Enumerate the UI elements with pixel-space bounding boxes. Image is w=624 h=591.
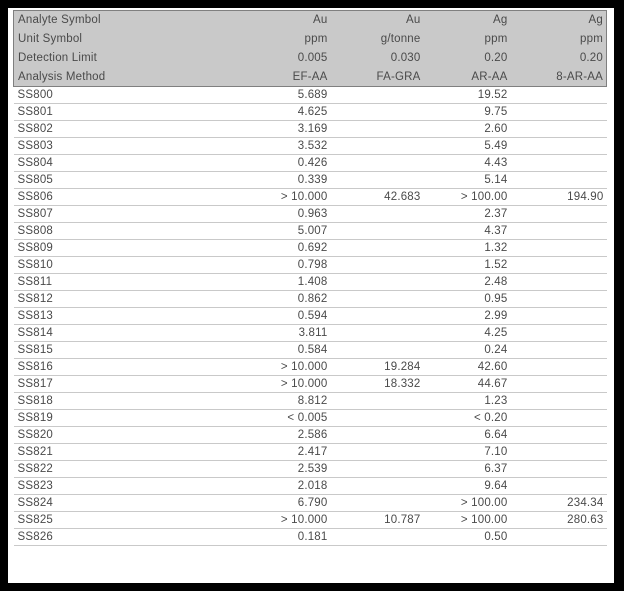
value-cell: [331, 240, 424, 257]
sample-id-cell: SS804: [14, 155, 241, 172]
table-row: [14, 461, 607, 478]
header-value-cell: Au: [241, 11, 331, 30]
value-cell: [511, 87, 607, 104]
table-row: [14, 376, 607, 393]
value-cell: [511, 308, 607, 325]
table-row: [14, 104, 607, 121]
value-cell: 7.10: [424, 444, 511, 461]
sample-id-cell: SS814: [14, 325, 241, 342]
value-cell: [331, 274, 424, 291]
value-cell: 4.43: [424, 155, 511, 172]
sample-id-cell: SS819: [14, 410, 241, 427]
sample-id-cell: SS801: [14, 104, 241, 121]
value-cell: [511, 291, 607, 308]
value-cell: [511, 444, 607, 461]
value-cell: > 100.00: [424, 189, 511, 206]
value-cell: [331, 155, 424, 172]
value-cell: < 0.20: [424, 410, 511, 427]
value-cell: [331, 461, 424, 478]
value-cell: [511, 359, 607, 376]
value-cell: 2.586: [241, 427, 331, 444]
table-row: [14, 393, 607, 410]
value-cell: [331, 529, 424, 546]
value-cell: < 0.005: [241, 410, 331, 427]
value-cell: 0.798: [241, 257, 331, 274]
sample-id-cell: SS813: [14, 308, 241, 325]
value-cell: 5.689: [241, 87, 331, 104]
table-row: [14, 87, 607, 104]
table-row: [14, 325, 607, 342]
value-cell: [331, 495, 424, 512]
value-cell: [331, 444, 424, 461]
table-row: [14, 206, 607, 223]
table-row: [14, 427, 607, 444]
header-value-cell: 0.005: [241, 49, 331, 68]
value-cell: 2.539: [241, 461, 331, 478]
value-cell: [511, 155, 607, 172]
value-cell: 0.594: [241, 308, 331, 325]
value-cell: 1.23: [424, 393, 511, 410]
table-row: [14, 308, 607, 325]
value-cell: 6.64: [424, 427, 511, 444]
header-row: [14, 30, 607, 49]
value-cell: 0.963: [241, 206, 331, 223]
table-row: [14, 495, 607, 512]
value-cell: [331, 206, 424, 223]
sample-id-cell: SS817: [14, 376, 241, 393]
value-cell: 5.007: [241, 223, 331, 240]
value-cell: [511, 138, 607, 155]
header-row-label: Analysis Method: [14, 68, 241, 87]
value-cell: [331, 291, 424, 308]
value-cell: [331, 427, 424, 444]
header-value-cell: 0.20: [511, 49, 607, 68]
value-cell: [331, 393, 424, 410]
value-cell: 2.018: [241, 478, 331, 495]
table-row: [14, 478, 607, 495]
value-cell: [511, 172, 607, 189]
header-value-cell: Ag: [511, 11, 607, 30]
table-row: [14, 223, 607, 240]
value-cell: 44.67: [424, 376, 511, 393]
value-cell: [511, 206, 607, 223]
report-page: [8, 8, 614, 583]
value-cell: [331, 342, 424, 359]
value-cell: > 10.000: [241, 189, 331, 206]
value-cell: 0.50: [424, 529, 511, 546]
value-cell: [511, 529, 607, 546]
value-cell: 1.52: [424, 257, 511, 274]
sample-id-cell: SS809: [14, 240, 241, 257]
header-value-cell: Au: [331, 11, 424, 30]
header-value-cell: 0.20: [424, 49, 511, 68]
value-cell: 4.37: [424, 223, 511, 240]
value-cell: 3.811: [241, 325, 331, 342]
table-row: [14, 155, 607, 172]
header-row: [14, 11, 607, 30]
value-cell: [331, 138, 424, 155]
value-cell: 2.60: [424, 121, 511, 138]
value-cell: [511, 342, 607, 359]
header-row: [14, 49, 607, 68]
value-cell: 0.181: [241, 529, 331, 546]
value-cell: [331, 104, 424, 121]
value-cell: 0.339: [241, 172, 331, 189]
value-cell: [331, 121, 424, 138]
sample-id-cell: SS823: [14, 478, 241, 495]
table-row: [14, 342, 607, 359]
table-row: [14, 444, 607, 461]
value-cell: 2.37: [424, 206, 511, 223]
value-cell: [511, 478, 607, 495]
value-cell: 0.24: [424, 342, 511, 359]
value-cell: [511, 410, 607, 427]
sample-id-cell: SS806: [14, 189, 241, 206]
value-cell: 2.48: [424, 274, 511, 291]
sample-id-cell: SS812: [14, 291, 241, 308]
sample-id-cell: SS825: [14, 512, 241, 529]
header-value-cell: Ag: [424, 11, 511, 30]
value-cell: 6.790: [241, 495, 331, 512]
table-row: [14, 512, 607, 529]
value-cell: [331, 410, 424, 427]
sample-id-cell: SS803: [14, 138, 241, 155]
sample-id-cell: SS811: [14, 274, 241, 291]
table-row: [14, 172, 607, 189]
value-cell: 0.95: [424, 291, 511, 308]
value-cell: > 10.000: [241, 376, 331, 393]
value-cell: [331, 257, 424, 274]
value-cell: [331, 172, 424, 189]
sample-id-cell: SS815: [14, 342, 241, 359]
value-cell: 19.52: [424, 87, 511, 104]
value-cell: > 100.00: [424, 512, 511, 529]
table-row: [14, 274, 607, 291]
value-cell: 5.14: [424, 172, 511, 189]
value-cell: [511, 121, 607, 138]
table-row: [14, 359, 607, 376]
value-cell: 10.787: [331, 512, 424, 529]
value-cell: 3.532: [241, 138, 331, 155]
table-header: [14, 11, 607, 87]
value-cell: [511, 376, 607, 393]
header-value-cell: ppm: [241, 30, 331, 49]
table-row: [14, 529, 607, 546]
sample-id-cell: SS821: [14, 444, 241, 461]
table-row: [14, 121, 607, 138]
sample-id-cell: SS818: [14, 393, 241, 410]
value-cell: 9.64: [424, 478, 511, 495]
value-cell: 9.75: [424, 104, 511, 121]
value-cell: [511, 461, 607, 478]
value-cell: 18.332: [331, 376, 424, 393]
value-cell: > 10.000: [241, 512, 331, 529]
header-value-cell: ppm: [511, 30, 607, 49]
value-cell: [511, 104, 607, 121]
table-row: [14, 410, 607, 427]
value-cell: 1.408: [241, 274, 331, 291]
value-cell: [331, 325, 424, 342]
value-cell: [511, 223, 607, 240]
sample-id-cell: SS822: [14, 461, 241, 478]
value-cell: 42.683: [331, 189, 424, 206]
value-cell: [511, 427, 607, 444]
table-row: [14, 257, 607, 274]
value-cell: 8.812: [241, 393, 331, 410]
value-cell: [331, 308, 424, 325]
value-cell: 194.90: [511, 189, 607, 206]
header-row-label: Unit Symbol: [14, 30, 241, 49]
sample-id-cell: SS800: [14, 87, 241, 104]
value-cell: [511, 257, 607, 274]
value-cell: 5.49: [424, 138, 511, 155]
table-row: [14, 291, 607, 308]
value-cell: [331, 478, 424, 495]
value-cell: 6.37: [424, 461, 511, 478]
header-row-label: Detection Limit: [14, 49, 241, 68]
table-row: [14, 138, 607, 155]
value-cell: [511, 393, 607, 410]
header-value-cell: AR-AA: [424, 68, 511, 87]
value-cell: > 10.000: [241, 359, 331, 376]
sample-id-cell: SS816: [14, 359, 241, 376]
value-cell: > 100.00: [424, 495, 511, 512]
header-value-cell: EF-AA: [241, 68, 331, 87]
value-cell: [331, 223, 424, 240]
header-value-cell: ppm: [424, 30, 511, 49]
value-cell: 42.60: [424, 359, 511, 376]
value-cell: [511, 325, 607, 342]
header-value-cell: 0.030: [331, 49, 424, 68]
sample-id-cell: SS805: [14, 172, 241, 189]
sample-id-cell: SS820: [14, 427, 241, 444]
value-cell: [331, 87, 424, 104]
table-row: [14, 240, 607, 257]
value-cell: 4.625: [241, 104, 331, 121]
sample-id-cell: SS826: [14, 529, 241, 546]
value-cell: 280.63: [511, 512, 607, 529]
sample-id-cell: SS824: [14, 495, 241, 512]
value-cell: [511, 240, 607, 257]
value-cell: 2.417: [241, 444, 331, 461]
assay-results-table: [13, 10, 607, 546]
value-cell: 0.584: [241, 342, 331, 359]
value-cell: 3.169: [241, 121, 331, 138]
header-value-cell: g/tonne: [331, 30, 424, 49]
sample-id-cell: SS810: [14, 257, 241, 274]
header-row: [14, 68, 607, 87]
value-cell: 0.862: [241, 291, 331, 308]
value-cell: 4.25: [424, 325, 511, 342]
sample-id-cell: SS807: [14, 206, 241, 223]
table-row: [14, 189, 607, 206]
sample-id-cell: SS808: [14, 223, 241, 240]
value-cell: [511, 274, 607, 291]
header-value-cell: 8-AR-AA: [511, 68, 607, 87]
header-row-label: Analyte Symbol: [14, 11, 241, 30]
value-cell: 19.284: [331, 359, 424, 376]
value-cell: 0.692: [241, 240, 331, 257]
value-cell: 234.34: [511, 495, 607, 512]
sample-id-cell: SS802: [14, 121, 241, 138]
header-value-cell: FA-GRA: [331, 68, 424, 87]
table-body: [14, 87, 607, 546]
value-cell: 1.32: [424, 240, 511, 257]
value-cell: 2.99: [424, 308, 511, 325]
value-cell: 0.426: [241, 155, 331, 172]
